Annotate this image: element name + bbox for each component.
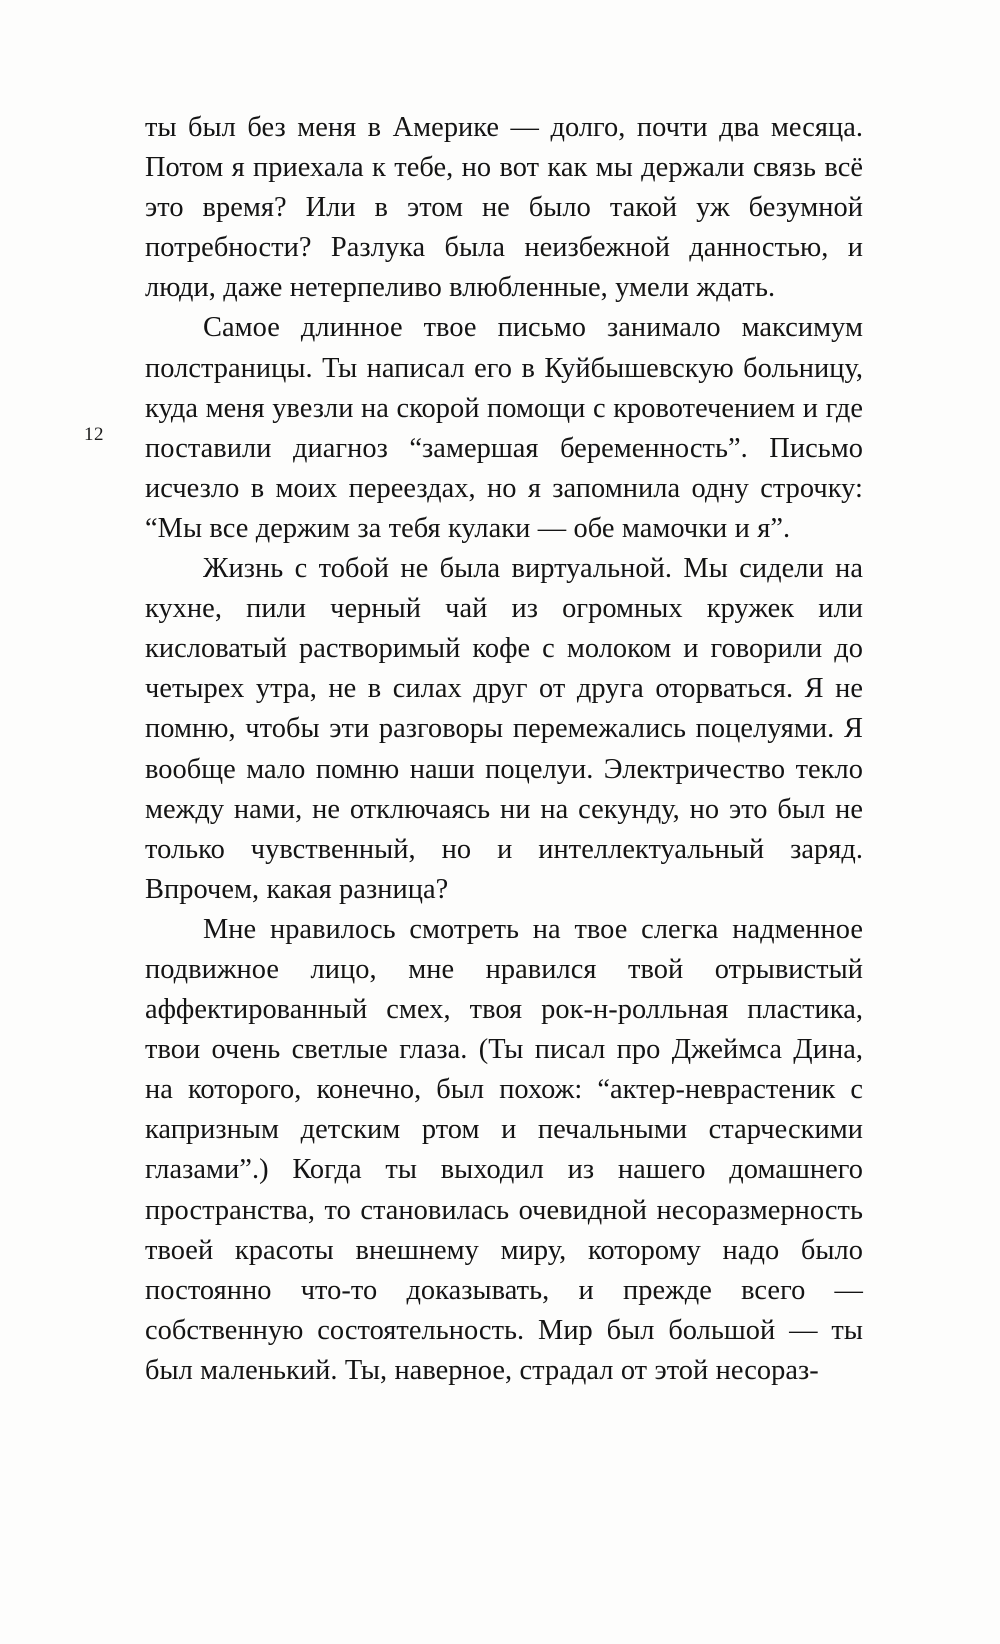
page-number: 12 bbox=[84, 424, 104, 445]
paragraph-4: Мне нравилось смотреть на твое слегка надменное подвижное лицо, мне нравился твой отрывистый аффектированный смех, твоя рок-н-ролльная пластика, твои очень светлые глаза. (Ты писал про Джеймса Дина, на которого, конечно, был похож: “актер-неврастеник с капризным детским ртом и печальными старческими глазами”.) Когда ты выходил из нашего домашнего пространства, то становилась очевидной несоразмерность твоей красоты внешнему миру, которому надо было постоянно что-то доказывать, и прежде всего — собственную состоятельность. Мир был большой — ты был маленький. Ты, наверное, страдал от этой несораз- bbox=[145, 913, 863, 1386]
paragraph-2: Самое длинное твое письмо занимало максимум полстраницы. Ты написал его в Куйбышевскую больницу, куда меня увезли на скорой помощи с кровотечением и где поставили диагноз “замершая беременность”. Письмо исчезло в моих переездах, но я запомнила одну строчку: “Мы все держим за тебя кулаки — обе мамочки и я”. bbox=[145, 312, 863, 544]
paragraph-1: ты был без меня в Америке — долго, почти два месяца. Потом я приехала к тебе, но вот как мы держали связь всё это время? Или в этом не было такой уж безумной потребности? Разлука была неизбежной данностью, и люди, даже нетерпеливо влюбленные, умели ждать. bbox=[145, 112, 863, 304]
paragraph-3: Жизнь с тобой не была виртуальной. Мы сидели на кухне, пили черный чай из огромных кружек или кисловатый растворимый кофе с молоком и говорили до четырех утра, не в силах друг от друга оторваться. Я не помню, чтобы эти разговоры перемежались поцелуями. Я вообще мало помню наши поцелуи. Электричество текло между нами, не отключаясь ни на секунду, но это был не только чувственный, но и интеллектуальный заряд. Впрочем, какая разница? bbox=[145, 553, 863, 905]
text-block bbox=[145, 108, 863, 1391]
